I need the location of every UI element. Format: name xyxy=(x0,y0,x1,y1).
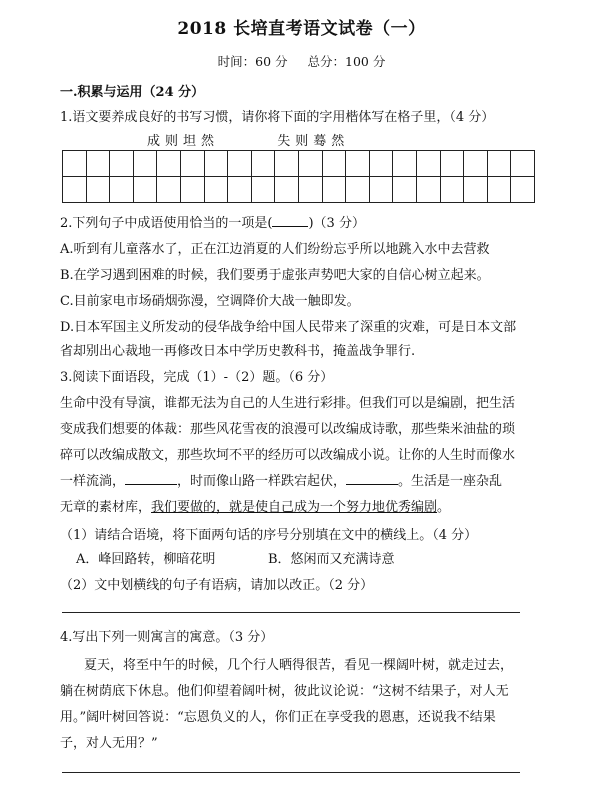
q3-passage-line: 变成我们想要的体裁：那些风花雪夜的浪漫可以改编成诗歌，那些柴米油盐的琐 xyxy=(60,422,516,437)
answer-line[interactable] xyxy=(62,612,520,613)
grid-cell[interactable] xyxy=(393,151,417,177)
q1-stem: 1.语文要养成良好的书写习惯，请你将下面的字用楷体写在格子里，（4 分） xyxy=(60,110,495,125)
grid-cell[interactable] xyxy=(228,151,252,177)
grid-cell[interactable] xyxy=(86,177,110,203)
q1-characters xyxy=(147,130,349,149)
exam-title: 2018 长培直考语文试卷（一） xyxy=(177,19,426,39)
grid-cell[interactable] xyxy=(487,151,511,177)
grid-cell[interactable] xyxy=(298,151,322,177)
grid-row xyxy=(63,151,535,177)
q2-option-d-line2: 省却别出心裁地一再修改日本中学历史教科书，掩盖战争罪行. xyxy=(60,344,416,359)
grid-cell[interactable] xyxy=(275,177,299,203)
grid-row xyxy=(63,177,535,203)
q2-option-a: A.听到有儿童落水了，正在江边消夏的人们纷纷忘乎所以地跳入水中去营救 xyxy=(60,242,490,257)
grid-cell[interactable] xyxy=(416,177,440,203)
grid-cell[interactable] xyxy=(63,177,87,203)
grid-cell[interactable] xyxy=(369,177,393,203)
q2-stem xyxy=(60,212,365,231)
q4-passage-line: 夏天，将至中午的时候，几个行人晒得很苦，看见一棵阔叶树，就走过去， xyxy=(84,658,514,673)
q3-option-b: B．悠闲而又充满诗意 xyxy=(268,552,395,567)
grid-cell[interactable] xyxy=(511,151,535,177)
writing-grid xyxy=(62,150,535,203)
q2-stem-post: )（3 分） xyxy=(308,216,365,231)
section-heading: 一.积累与运用（24 分） xyxy=(60,85,205,100)
q2-option-d-line1: D.日本军国主义所发动的侵华战争给中国人民带来了深重的灾难，可是日本文部 xyxy=(60,320,517,335)
grid-cell[interactable] xyxy=(63,151,87,177)
q4-passage-line: 用。”阔叶树回答说：“忘恩负义的人，你们正在享受我的恩惠，还说我不结果 xyxy=(60,710,496,725)
grid-cell[interactable] xyxy=(416,151,440,177)
grid-cell[interactable] xyxy=(346,151,370,177)
grid-cell[interactable] xyxy=(440,177,464,203)
grid-cell[interactable] xyxy=(511,177,535,203)
grid-cell[interactable] xyxy=(440,151,464,177)
q1-phrase-1: 成则坦然 xyxy=(147,134,220,149)
q3-stem: 3.阅读下面语段，完成（1）-（2）题。（6 分） xyxy=(60,370,334,385)
total-score: 总分：100 分 xyxy=(307,54,386,69)
exam-meta xyxy=(0,52,603,70)
grid-cell[interactable] xyxy=(346,177,370,203)
grid-cell[interactable] xyxy=(251,151,275,177)
grid-cell[interactable] xyxy=(157,151,181,177)
grid-cell[interactable] xyxy=(133,177,157,203)
grid-cell[interactable] xyxy=(180,151,204,177)
grid-cell[interactable] xyxy=(180,177,204,203)
q3-passage-line: 无章的素材库，我们要做的，就是使自己成为一个努力地优秀编剧。 xyxy=(60,500,451,515)
grid-cell[interactable] xyxy=(275,151,299,177)
grid-cell[interactable] xyxy=(393,177,417,203)
answer-line[interactable] xyxy=(62,772,520,773)
grid-cell[interactable] xyxy=(157,177,181,203)
q4-passage-line: 躺在树荫底下休息。他们仰望着阔叶树，彼此议论说：“这树不结果子，对人无 xyxy=(60,684,509,699)
grid-cell[interactable] xyxy=(369,151,393,177)
grid-cell[interactable] xyxy=(204,177,228,203)
q2-stem-pre: 2.下列句子中成语使用恰当的一项是( xyxy=(60,216,273,231)
q3-passage-line: 生命中没有导演，谁都无法为自己的人生进行彩排。但我们可以是编剧，把生活 xyxy=(60,396,516,411)
q3-blank-1[interactable] xyxy=(125,484,177,485)
q3-passage-line: 一样流淌， ，时而像山路一样跌宕起伏， 。生活是一座杂乱 xyxy=(60,474,503,489)
q3-subquestion-2: （2）文中划横线的句子有语病，请加以改正。（2 分） xyxy=(60,578,374,593)
grid-cell[interactable] xyxy=(86,151,110,177)
q3-passage-line: 碎可以改编成散文，那些坎坷不平的经历可以改编成小说。让你的人生时而像水 xyxy=(60,448,516,463)
q2-option-b: B.在学习遇到困难的时候，我们要勇于虚张声势吧大家的自信心树立起来。 xyxy=(60,268,490,283)
grid-cell[interactable] xyxy=(228,177,252,203)
grid-cell[interactable] xyxy=(110,151,134,177)
grid-cell[interactable] xyxy=(322,177,346,203)
grid-cell[interactable] xyxy=(110,177,134,203)
q3-subquestion-1: （1）请结合语境，将下面两句话的序号分别填在文中的横线上。（4 分） xyxy=(60,528,478,543)
q4-passage-line: 子，对人无用？” xyxy=(60,736,158,751)
grid-cell[interactable] xyxy=(133,151,157,177)
q4-stem: 4.写出下列一则寓言的寓意。（3 分） xyxy=(60,630,274,645)
q3-underlined-sentence: 我们要做的，就是使自己成为一个努力地优秀编剧 xyxy=(151,500,438,515)
grid-cell[interactable] xyxy=(204,151,228,177)
grid-cell[interactable] xyxy=(464,177,488,203)
q2-option-c: C.目前家电市场硝烟弥漫，空调降价大战一触即发。 xyxy=(60,294,360,309)
q3-option-a: A．峰回路转，柳暗花明 xyxy=(76,552,216,567)
grid-cell[interactable] xyxy=(251,177,275,203)
q2-answer-blank[interactable] xyxy=(272,226,308,227)
grid-cell[interactable] xyxy=(464,151,488,177)
time-limit: 时间：60 分 xyxy=(217,54,288,69)
grid-cell[interactable] xyxy=(487,177,511,203)
q3-blank-2[interactable] xyxy=(346,484,398,485)
q1-phrase-2: 失则蓦然 xyxy=(277,134,350,149)
grid-cell[interactable] xyxy=(298,177,322,203)
grid-cell[interactable] xyxy=(322,151,346,177)
